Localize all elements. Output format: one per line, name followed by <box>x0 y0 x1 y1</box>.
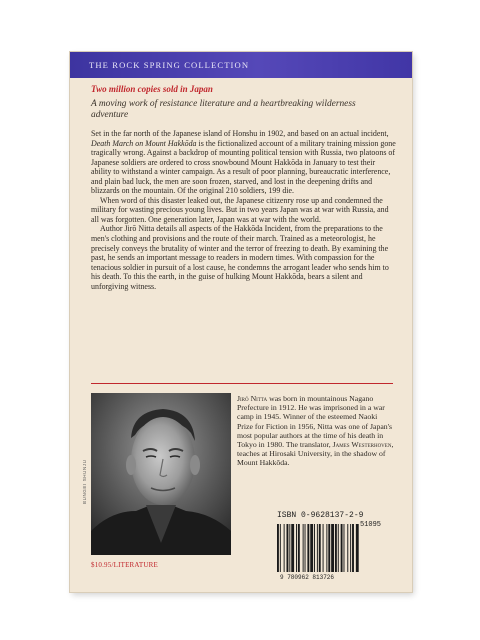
series-banner: THE ROCK SPRING COLLECTION <box>70 52 412 78</box>
translator-name: James Westerhoven <box>332 440 392 450</box>
barcode-bar <box>331 524 334 572</box>
blurb-p1-intro: Set in the far north of the Japanese island of Honshu in 1902, and based on an actual incident, <box>91 129 389 138</box>
ean-number: 9 780962 813726 <box>280 574 335 581</box>
author-photo <box>91 393 231 555</box>
barcode-bar <box>341 524 343 572</box>
bio-text-1: was born in mountainous Nagano Prefecture in 1912. He was imprisoned in a war camp in 1945. Winner of the esteemed Naoki Prize for Fiction in 1956, Nitta was one of Japan's most popular authors at the time of his death in Tokyo in 1980. The translator, <box>237 394 393 450</box>
author-bio <box>237 394 395 468</box>
bio-text-2: , teaches at Hirosaki University, in the shadow of Mount Hakkōda. <box>237 440 394 468</box>
barcode-bar <box>317 524 318 572</box>
barcode-bar <box>356 524 359 572</box>
blurb-p1-body: is the fictionalized account of a military training mission gone tragically wrong. Against a backdrop of mounting political tension with Russia, two platoons of Japanese soldiers are ordered to cross snowbound Mount Hakkōda in January to test their ability to withstand a winter campaign. As a result of poor planning, bureaucratic interference, and plain bad luck, the men are soon frozen, starved, and lost in the deepening drifts and blizzards on the mountain. Of the original 210 soldiers, 199 die. <box>91 138 396 196</box>
barcode-bar <box>298 524 300 572</box>
divider-rule <box>91 383 393 384</box>
isbn-text: ISBN 0-9628137-2-9 <box>277 511 364 520</box>
book-back-cover <box>70 52 412 592</box>
barcode-bar <box>314 524 315 572</box>
barcode-bar <box>305 524 306 572</box>
barcode-bar <box>284 524 285 572</box>
barcode-bar <box>352 524 354 572</box>
barcode-bar <box>328 524 330 572</box>
blurb-paragraph-2: When word of this disaster leaked out, the Japanese citizenry rose up and condemned the military for wasting precious young lives. But in two years Japan was at war with Russia, and all was forgotten. One generation later, Japan was at war with the world. <box>91 195 389 224</box>
price-code: 51095 <box>360 521 382 529</box>
barcode-bar <box>291 524 294 572</box>
sales-line: Two million copies sold in Japan <box>91 84 213 94</box>
book-title: Death March on Mount Hakkōda <box>91 138 197 148</box>
barcode-bar <box>319 524 321 572</box>
price-label: $10.95/LITERATURE <box>91 561 158 569</box>
barcode-bar <box>280 524 281 572</box>
barcode-bar <box>335 524 337 572</box>
barcode-bar <box>287 524 289 572</box>
photo-credit: BUNGEI SHUNJU <box>82 459 87 504</box>
blurb-paragraph-1 <box>91 129 397 196</box>
barcode-bar <box>350 524 351 572</box>
barcode-bar <box>338 524 339 572</box>
barcode-bar <box>307 524 309 572</box>
author-name: Jirō Nitta <box>237 394 268 403</box>
barcode-bar <box>303 524 304 572</box>
barcode-bar <box>296 524 297 572</box>
barcode-bar <box>326 524 327 572</box>
barcode-bar <box>289 524 290 572</box>
blurb <box>91 129 397 291</box>
barcode-bar <box>277 524 279 572</box>
blurb-paragraph-3: Author Jirō Nitta details all aspects of the Hakkōda Incident, from the preparations to the men's clothing and provisions and the route of their march. Trained as a meteorologist, he precisely conveys the brutality of winter and the terror of freezing to death. By examining the past, he sends an important message to readers in modern times. With compassion for the tenacious soldier in pursuit of a lost cause, he condemns the arrogant leader who sends him to his death. To this the earth, in the guise of hulking Mount Hakkōda, bears a silent and unforgiving witness. <box>91 224 389 291</box>
barcode-bar <box>310 524 313 572</box>
barcode <box>277 524 389 572</box>
tagline: A moving work of resistance literature and a heartbreaking wilderness adventure <box>91 99 356 120</box>
barcode-bar <box>323 524 324 572</box>
author-portrait <box>91 393 231 555</box>
barcode-bar <box>344 524 345 572</box>
barcode-bar <box>347 524 348 572</box>
